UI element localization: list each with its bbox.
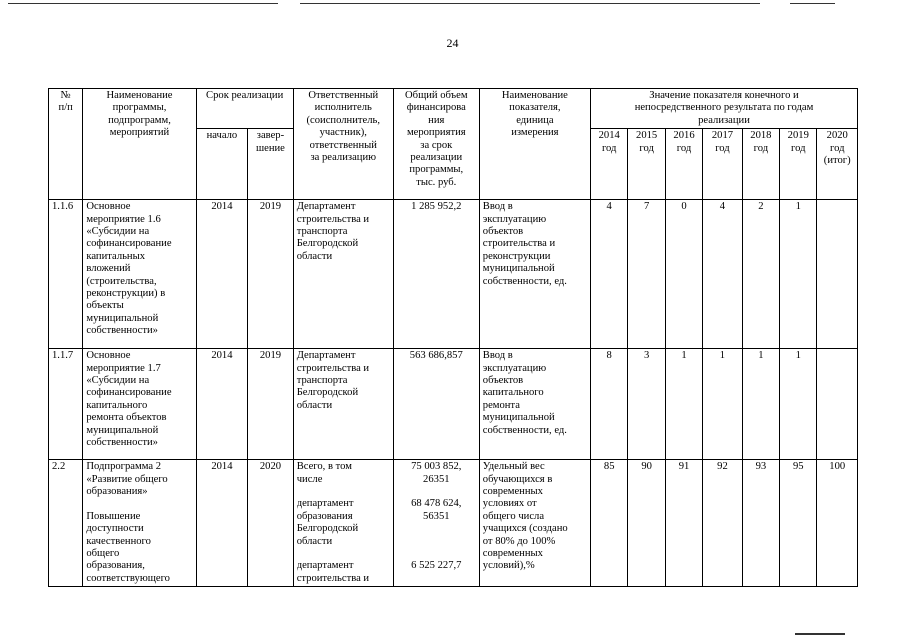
- page-number: 24: [446, 36, 459, 50]
- row-value-2018: 2: [742, 200, 779, 349]
- header-values-group: Значение показателя конечного и непосредственного результата по годам реализации: [591, 89, 858, 129]
- header-year-2017: 2017 год: [703, 129, 742, 200]
- row-end: 2019: [248, 200, 294, 349]
- header-rule-right: [790, 3, 835, 4]
- row-indicator: Ввод в эксплуатацию объектов строительства и реконструкции муниципальной собственности, ед.: [479, 200, 590, 349]
- header-indicator: Наименование показателя, единица измерения: [479, 89, 590, 200]
- row-value-2019: 1: [780, 200, 817, 349]
- row-name: Подпрограмма 2 «Развитие общего образования» Повышение доступности качественного общего образования, соответствующего: [86, 461, 170, 584]
- row-executor: Всего, в том числе департамент образования Белгородской области департамент строительства и: [296, 461, 370, 584]
- header-year-2020: 2020 год (итог): [817, 129, 858, 200]
- row-value-2014: 8: [591, 349, 628, 460]
- row-num: 2.2: [49, 460, 83, 587]
- row-value-2014: 4: [591, 200, 628, 349]
- row-value-2015: 90: [628, 460, 665, 587]
- row-value-2018: 93: [742, 460, 779, 587]
- row-executor: Департамент строительства и транспорта Белгородской области: [293, 200, 393, 349]
- row-value-2017: 92: [703, 460, 742, 587]
- row-value-2015: 3: [628, 349, 665, 460]
- footer-rule: [795, 633, 845, 635]
- row-end: 2020: [248, 460, 294, 587]
- row-name: Основное мероприятие 1.6 «Субсидии на софинансирование капитальных вложений (строительства, реконструкции) в объекты муниципальной собственности»: [83, 200, 196, 349]
- header-funding: Общий объем финансирова ния мероприятия за срок реализации программы, тыс. руб.: [393, 89, 479, 200]
- row-value-2014: 85: [591, 460, 628, 587]
- row-funding: 1 285 952,2: [393, 200, 479, 349]
- row-name: Основное мероприятие 1.7 «Субсидии на софинансирование капитального ремонта объектов муниципальной собственности»: [83, 349, 196, 460]
- header-term-end: завер- шение: [248, 129, 294, 200]
- header-term: Срок реализации: [196, 89, 293, 129]
- header-rule-left: [8, 3, 278, 4]
- header-year-2016: 2016 год: [665, 129, 702, 200]
- table-row: [49, 460, 858, 587]
- row-value-2020: 100: [817, 460, 858, 587]
- row-name-cell: [83, 460, 196, 587]
- row-end: 2019: [248, 349, 294, 460]
- row-executor-cell: [293, 460, 393, 587]
- row-value-2020: [817, 349, 858, 460]
- row-value-2016: 0: [665, 200, 702, 349]
- row-value-2017: 4: [703, 200, 742, 349]
- header-year-2019: 2019 год: [780, 129, 817, 200]
- header-year-2018: 2018 год: [742, 129, 779, 200]
- table-row: [49, 200, 858, 349]
- header-year-2014: 2014 год: [591, 129, 628, 200]
- row-indicator: Удельный вес обучающихся в современных условиях от общего числа учащихся (создано от 80% до 100% современных условий),%: [479, 460, 590, 587]
- row-value-2016: 1: [665, 349, 702, 460]
- row-value-2020: [817, 200, 858, 349]
- table-row: [49, 349, 858, 460]
- row-num: 1.1.6: [49, 200, 83, 349]
- header-year-2015: 2015 год: [628, 129, 665, 200]
- program-table: [48, 88, 858, 587]
- row-value-2018: 1: [742, 349, 779, 460]
- row-start: 2014: [196, 200, 248, 349]
- header-name: Наименование программы, подпрограмм, мероприятий: [83, 89, 196, 200]
- row-funding: 563 686,857: [393, 349, 479, 460]
- header-num: № п/п: [49, 89, 83, 200]
- row-start: 2014: [196, 460, 248, 587]
- row-value-2015: 7: [628, 200, 665, 349]
- header-term-start: начало: [196, 129, 248, 200]
- header-executor: Ответственный исполнитель (соисполнитель, участник), ответственный за реализацию: [293, 89, 393, 200]
- row-start: 2014: [196, 349, 248, 460]
- row-executor: Департамент строительства и транспорта Белгородской области: [293, 349, 393, 460]
- row-funding-cell: [393, 460, 479, 587]
- row-indicator: Ввод в эксплуатацию объектов капитального ремонта муниципальной собственности, ед.: [479, 349, 590, 460]
- header-row: [49, 89, 858, 129]
- row-value-2017: 1: [703, 349, 742, 460]
- row-num: 1.1.7: [49, 349, 83, 460]
- row-value-2019: 95: [780, 460, 817, 587]
- row-funding: 75 003 852, 26351 68 478 624, 56351 6 525 227,7: [411, 461, 462, 572]
- header-rule-center: [300, 3, 760, 4]
- row-value-2016: 91: [665, 460, 702, 587]
- row-value-2019: 1: [780, 349, 817, 460]
